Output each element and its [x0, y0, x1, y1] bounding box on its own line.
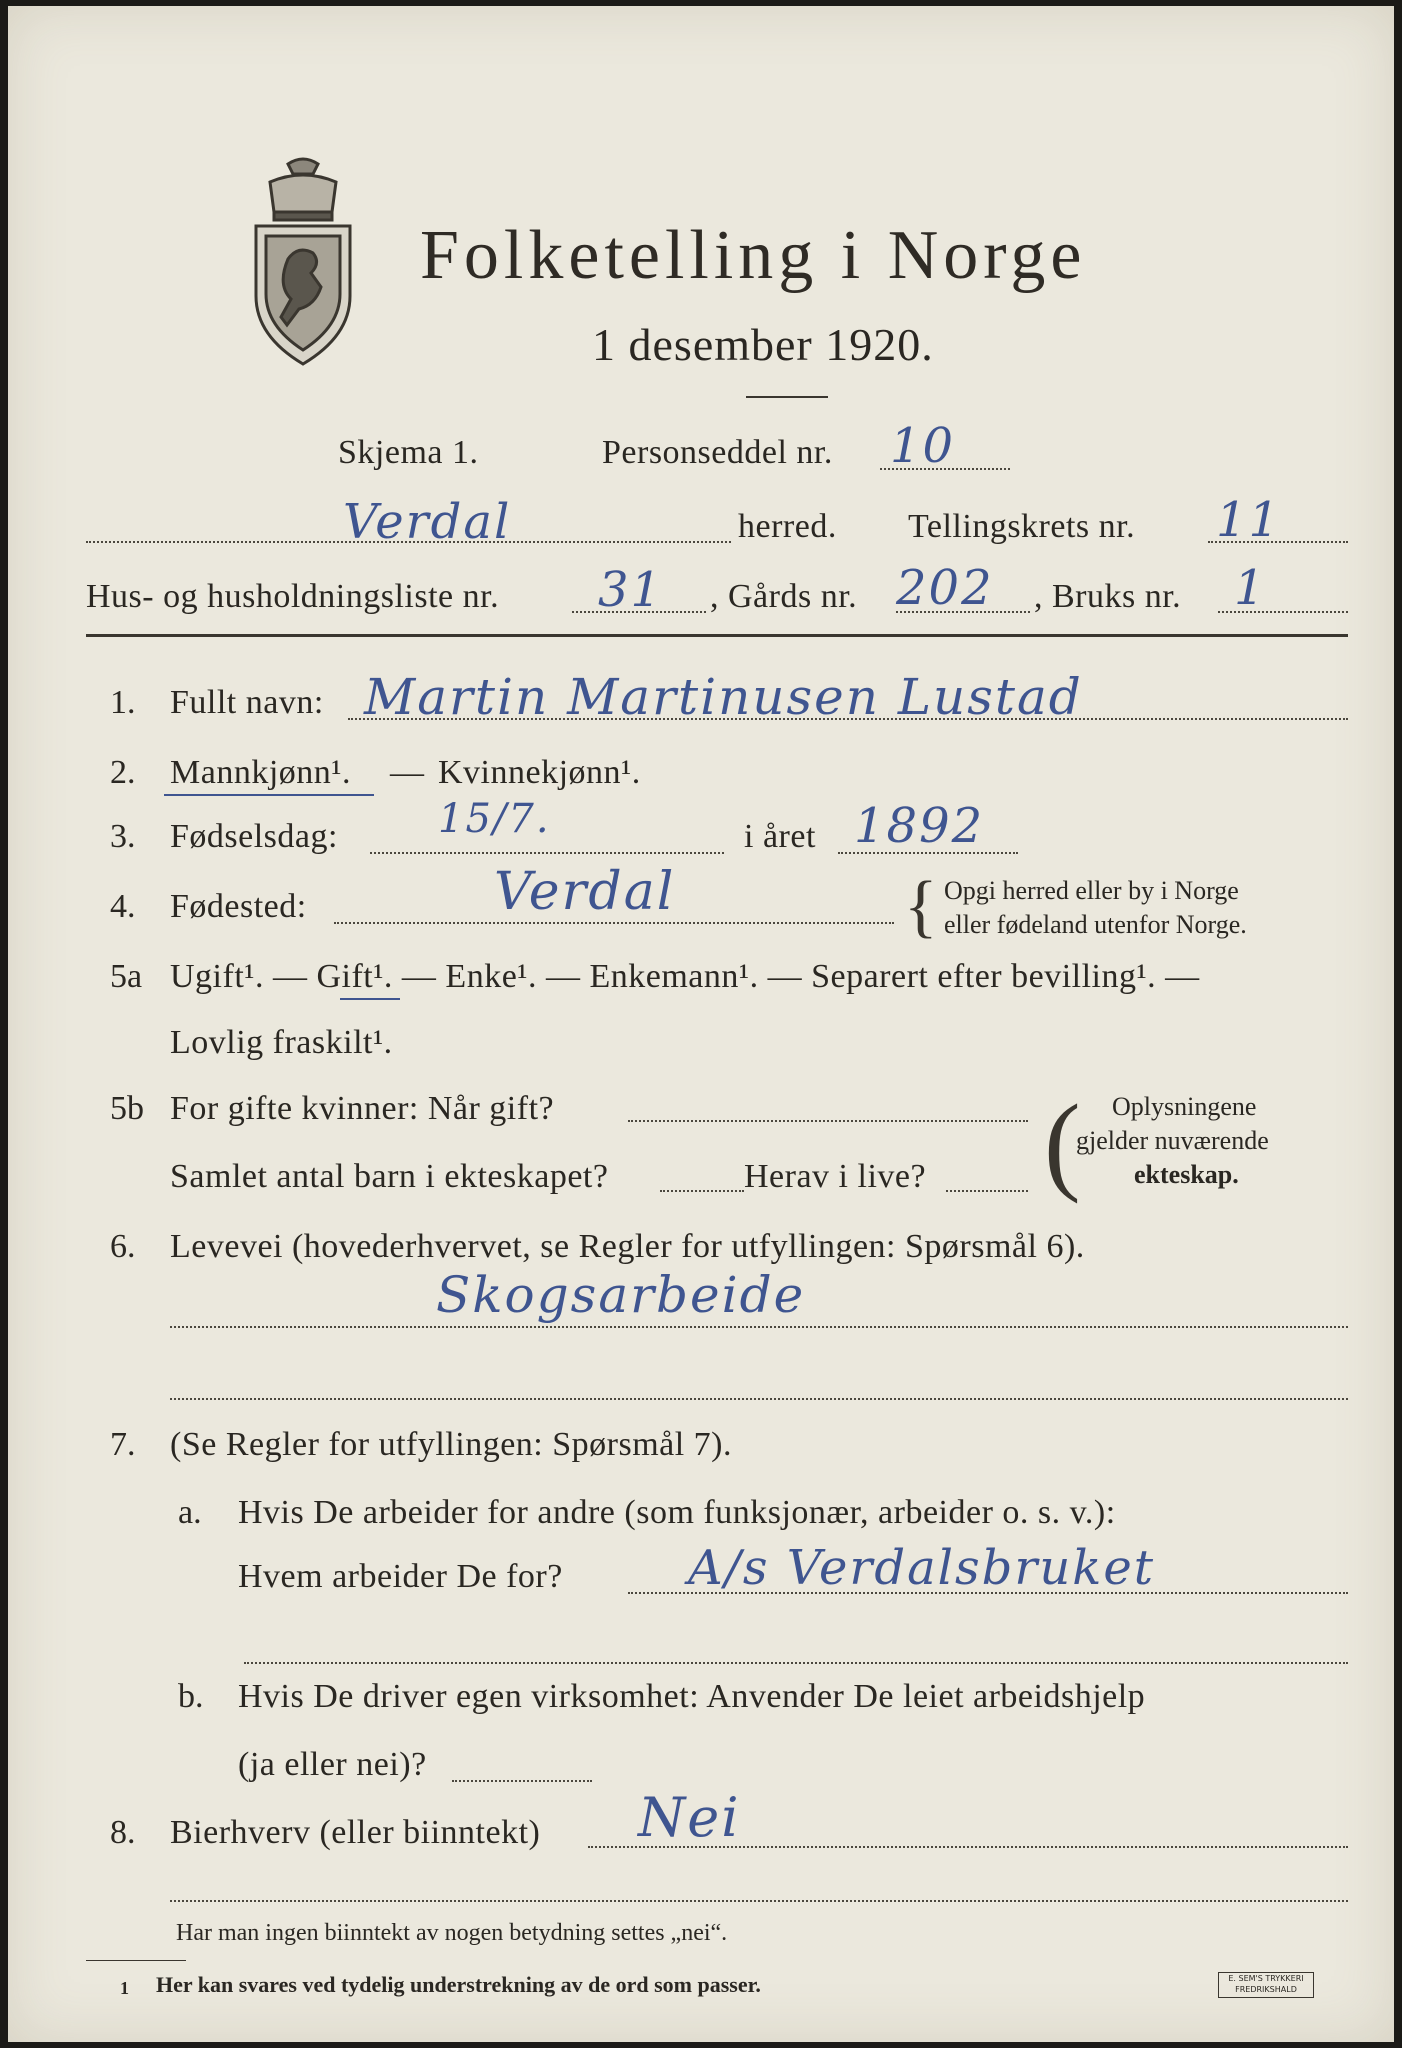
- q4-note-brace: {: [904, 868, 938, 945]
- q5a-options[interactable]: Ugift¹. — Gift¹. — Enke¹. — Enkemann¹. — Separert efter bevilling¹. —: [170, 958, 1200, 995]
- q7a-line2: Hvem arbeider De for?: [238, 1558, 563, 1595]
- q5b-note-line3: ekteskap.: [1134, 1160, 1239, 1189]
- form-title: Folketelling i Norge: [420, 217, 1087, 294]
- q3-year-label: i året: [744, 818, 816, 855]
- q2-male-option[interactable]: Mannkjønn¹.: [170, 754, 351, 791]
- q1-label: Fullt navn:: [170, 684, 324, 721]
- q4-label: Fødested:: [170, 888, 307, 925]
- q5a-number: 5a: [110, 958, 143, 995]
- printer-line2: FREDRIKSHALD: [1235, 1985, 1297, 1994]
- q1-value[interactable]: Martin Martinusen Lustad: [364, 668, 1083, 726]
- q5a-line2[interactable]: Lovlig fraskilt¹.: [170, 1024, 393, 1061]
- biinntekt-note: Har man ingen biinntekt av nogen betydning settes „nei“.: [176, 1920, 728, 1946]
- form-date: 1 desember 1920.: [592, 319, 934, 370]
- q3-year-value[interactable]: 1892: [854, 798, 985, 854]
- q4-number: 4.: [110, 888, 136, 925]
- q3-number: 3.: [110, 818, 136, 855]
- gards-value[interactable]: 202: [896, 560, 994, 616]
- q8-label: Bierhverv (eller biinntekt): [170, 1814, 541, 1851]
- q7b-line1: Hvis De driver egen virksomhet: Anvender De leiet arbeidshjelp: [238, 1678, 1146, 1715]
- footnote-mark: 1: [120, 1978, 129, 1998]
- printer-mark: [1218, 1972, 1314, 1998]
- q8-number: 8.: [110, 1814, 136, 1851]
- q7-number: 7.: [110, 1426, 136, 1463]
- q5b-line1: For gifte kvinner: Når gift?: [170, 1090, 555, 1127]
- q4-field-line: [334, 922, 894, 924]
- q5b-married-field-line: [628, 1120, 1028, 1122]
- q7-label: (Se Regler for utfyllingen: Spørsmål 7).: [170, 1426, 733, 1463]
- herred-value[interactable]: Verdal: [343, 494, 512, 550]
- q5b-note-line1: Oplysningene: [1112, 1092, 1257, 1121]
- q4-note-line2: eller fødeland utenfor Norge.: [944, 910, 1247, 939]
- q5b-alive-field-line: [946, 1190, 1028, 1192]
- q7b-line2: (ja eller nei)?: [238, 1746, 427, 1783]
- q6-label: Levevei (hovederhvervet, se Regler for utfyllingen: Spørsmål 6).: [170, 1228, 1085, 1265]
- q3-field-line: [370, 852, 724, 854]
- tellingskrets-value[interactable]: 11: [1216, 492, 1282, 548]
- q8-field-line-2: [170, 1900, 1348, 1902]
- q5b-number: 5b: [110, 1090, 144, 1127]
- q3-label: Fødselsdag:: [170, 818, 338, 855]
- personseddel-label: Personseddel nr.: [602, 434, 833, 471]
- q6-number: 6.: [110, 1228, 136, 1265]
- q6-field-line-1: [170, 1326, 1348, 1328]
- q2-number: 2.: [110, 754, 136, 791]
- q6-value[interactable]: Skogsarbeide: [436, 1266, 806, 1324]
- q4-note-line1: Opgi herred eller by i Norge: [944, 876, 1239, 905]
- q5b-children-field-line: [660, 1190, 744, 1192]
- footnote-rule: [86, 1960, 186, 1961]
- hus-label: Hus- og husholdningsliste nr.: [86, 578, 500, 615]
- q5b-line2a: Samlet antal barn i ekteskapet?: [170, 1158, 609, 1195]
- q6-field-line-2: [170, 1398, 1348, 1400]
- q4-value[interactable]: Verdal: [494, 862, 676, 922]
- printer-line1: E. SEM'S TRYKKERI: [1228, 1974, 1304, 1983]
- census-form-page: [8, 6, 1394, 2042]
- q2-separator: —: [390, 754, 425, 791]
- q3-value[interactable]: 15/7.: [438, 796, 551, 842]
- q5b-note-line2: gjelder nuværende: [1076, 1126, 1269, 1155]
- q2-male-underline: [164, 794, 374, 796]
- q8-value[interactable]: Nei: [638, 1786, 741, 1849]
- q7a-field-line-2: [244, 1662, 1348, 1664]
- gards-label: , Gårds nr.: [710, 578, 858, 615]
- footnote-text: Her kan svares ved tydelig understrekning av de ord som passer.: [156, 1972, 761, 1997]
- herred-label: herred.: [738, 508, 837, 545]
- tellingskrets-label: Tellingskrets nr.: [908, 508, 1136, 545]
- hus-value[interactable]: 31: [598, 562, 664, 618]
- personseddel-value[interactable]: 10: [890, 418, 956, 474]
- q5a-gift-underline: [340, 998, 400, 1000]
- bruks-value[interactable]: 1: [1234, 560, 1267, 616]
- q5b-note-brace: (: [1044, 1082, 1081, 1204]
- q7a-value[interactable]: A/s Verdalsbruket: [688, 1540, 1156, 1596]
- q7b-letter: b.: [178, 1678, 204, 1715]
- title-divider: [746, 396, 828, 398]
- header-rule: [86, 634, 1348, 637]
- q7a-letter: a.: [178, 1494, 202, 1531]
- q2-female-option[interactable]: Kvinnekjønn¹.: [438, 754, 641, 791]
- q5b-line2b: Herav i live?: [744, 1158, 927, 1195]
- bruks-label: , Bruks nr.: [1034, 578, 1182, 615]
- q7a-line1: Hvis De arbeider for andre (som funksjonær, arbeider o. s. v.):: [238, 1494, 1116, 1531]
- q1-number: 1.: [110, 684, 136, 721]
- q7b-field-line: [452, 1780, 592, 1782]
- norway-coat-of-arms-icon: [248, 154, 358, 369]
- skjema-label: Skjema 1.: [338, 434, 479, 471]
